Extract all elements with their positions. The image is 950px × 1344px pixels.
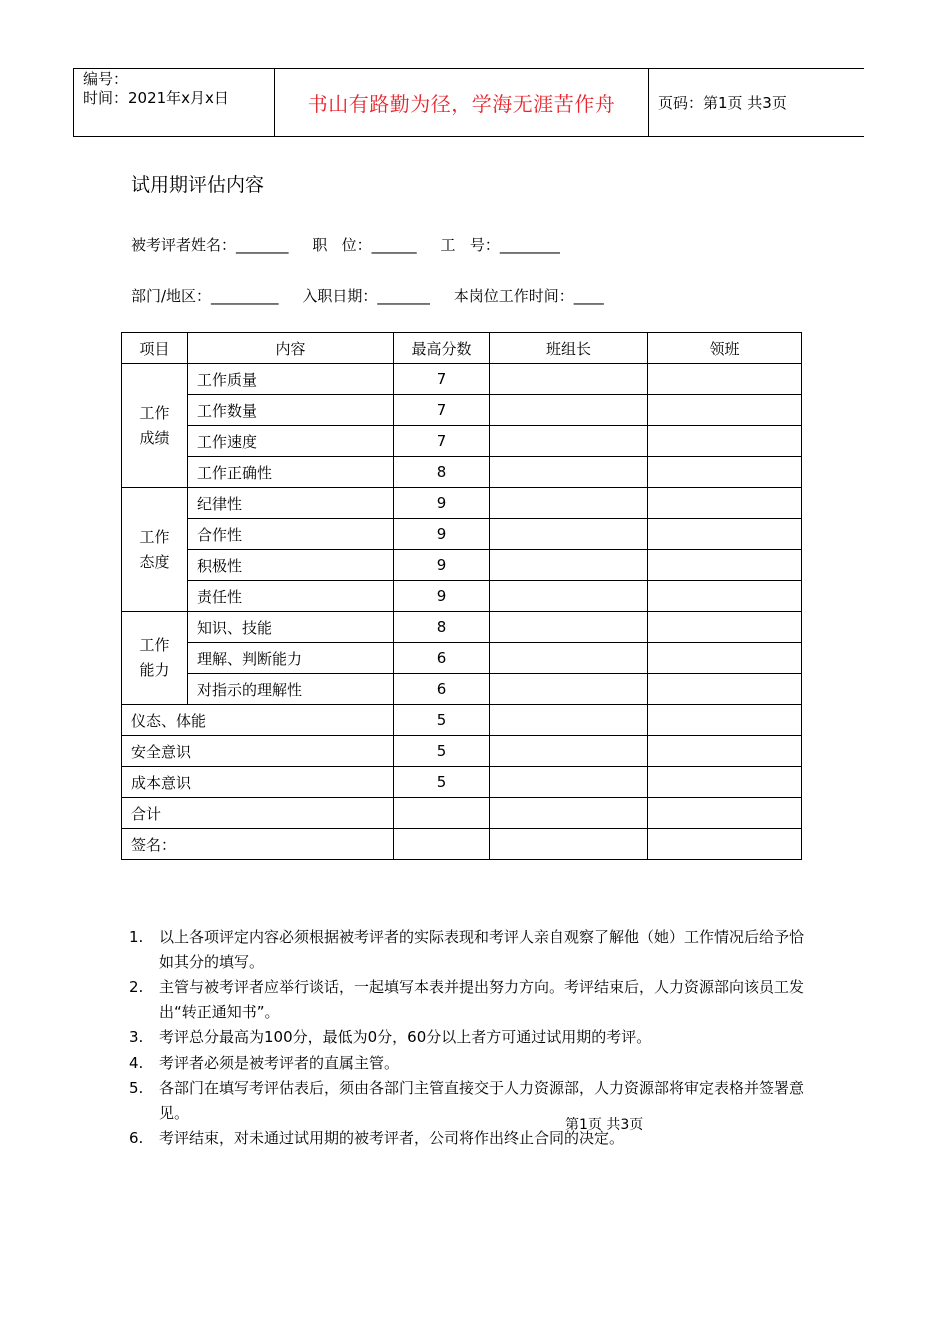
header-motto-cell xyxy=(275,69,649,136)
content-cell: 工作质量 xyxy=(188,364,394,395)
table-row xyxy=(122,767,802,798)
max-score-cell: 9 xyxy=(394,581,490,612)
table-row xyxy=(122,426,802,457)
list-item: 5. 各部门在填写考评估表后，须由各部门主管直接交于人力资源部，人力资源部将审定表格并签署意见。 xyxy=(129,1079,805,1122)
group-label-attitude: 工作 态度 xyxy=(122,488,188,612)
supervisor-total-cell[interactable] xyxy=(648,798,802,829)
content-cell: 工作速度 xyxy=(188,426,394,457)
header-team-leader: 班组长 xyxy=(490,333,648,364)
supervisor-score-cell[interactable] xyxy=(648,581,802,612)
supervisor-score-cell[interactable] xyxy=(648,488,802,519)
max-score-cell: 8 xyxy=(394,457,490,488)
team-leader-score-cell[interactable] xyxy=(490,581,648,612)
page-code: 页码：第1页 共3页 xyxy=(658,94,787,112)
position-field: 职 位：______ xyxy=(312,236,417,254)
table-row xyxy=(122,364,802,395)
supervisor-score-cell[interactable] xyxy=(648,364,802,395)
info-row-2 xyxy=(131,285,604,306)
supervisor-score-cell[interactable] xyxy=(648,767,802,798)
header-max-score: 最高分数 xyxy=(394,333,490,364)
name-field: 被考评者姓名：_______ xyxy=(131,236,289,254)
max-score-cell: 7 xyxy=(394,395,490,426)
supervisor-score-cell[interactable] xyxy=(648,457,802,488)
team-leader-score-cell[interactable] xyxy=(490,736,648,767)
table-header-row xyxy=(122,333,802,364)
content-cell: 工作正确性 xyxy=(188,457,394,488)
evaluation-table xyxy=(121,332,802,860)
table-row xyxy=(122,612,802,643)
group-label-performance: 工作 成绩 xyxy=(122,364,188,488)
supervisor-score-cell[interactable] xyxy=(648,519,802,550)
supervisor-score-cell[interactable] xyxy=(648,550,802,581)
supervisor-signature-cell[interactable] xyxy=(648,829,802,860)
list-item: 1. 以上各项评定内容必须根据被考评者的实际表现和考评人亲自观察了解他（她）工作情况后给予恰如其分的填写。 xyxy=(129,928,805,971)
table-row xyxy=(122,643,802,674)
tenure-field: 本岗位工作时间：____ xyxy=(453,287,604,305)
team-leader-score-cell[interactable] xyxy=(490,674,648,705)
signature-row xyxy=(122,829,802,860)
max-score-cell: 8 xyxy=(394,612,490,643)
table-row xyxy=(122,674,802,705)
team-leader-score-cell[interactable] xyxy=(490,519,648,550)
page-footer: 第1页 共3页 xyxy=(565,1117,644,1133)
table-row xyxy=(122,736,802,767)
team-leader-score-cell[interactable] xyxy=(490,550,648,581)
header-supervisor: 领班 xyxy=(648,333,802,364)
team-leader-score-cell[interactable] xyxy=(490,612,648,643)
max-score-cell: 7 xyxy=(394,364,490,395)
table-row xyxy=(122,395,802,426)
content-cell: 积极性 xyxy=(188,550,394,581)
header-item: 项目 xyxy=(122,333,188,364)
content-cell: 安全意识 xyxy=(122,736,394,767)
header-meta xyxy=(74,69,275,136)
team-leader-score-cell[interactable] xyxy=(490,705,648,736)
team-leader-score-cell[interactable] xyxy=(490,364,648,395)
table-row xyxy=(122,705,802,736)
supervisor-score-cell[interactable] xyxy=(648,612,802,643)
team-leader-score-cell[interactable] xyxy=(490,488,648,519)
content-cell: 工作数量 xyxy=(188,395,394,426)
team-leader-score-cell[interactable] xyxy=(490,426,648,457)
info-row-1 xyxy=(131,234,560,255)
max-score-cell: 6 xyxy=(394,674,490,705)
content-cell: 仪态、体能 xyxy=(122,705,394,736)
supervisor-score-cell[interactable] xyxy=(648,705,802,736)
max-score-cell: 9 xyxy=(394,550,490,581)
time-label: 时间：2021年x月x日 xyxy=(83,89,229,107)
signature-label: 签名： xyxy=(122,829,394,860)
team-leader-total-cell[interactable] xyxy=(490,798,648,829)
table-row xyxy=(122,457,802,488)
header-content: 内容 xyxy=(188,333,394,364)
hire-date-field: 入职日期：_______ xyxy=(302,287,430,305)
table-row xyxy=(122,581,802,612)
document-header xyxy=(73,68,864,137)
max-score-cell: 5 xyxy=(394,767,490,798)
team-leader-score-cell[interactable] xyxy=(490,457,648,488)
table-row xyxy=(122,488,802,519)
max-score-cell: 7 xyxy=(394,426,490,457)
content-cell: 合作性 xyxy=(188,519,394,550)
list-item: 6. 考评结束，对未通过试用期的被考评者，公司将作出终止合同的决定。 xyxy=(129,1129,625,1147)
total-max-cell xyxy=(394,798,490,829)
team-leader-score-cell[interactable] xyxy=(490,395,648,426)
group-label-ability: 工作 能力 xyxy=(122,612,188,705)
content-cell: 纪律性 xyxy=(188,488,394,519)
total-label: 合计 xyxy=(122,798,394,829)
team-leader-score-cell[interactable] xyxy=(490,643,648,674)
table-row xyxy=(122,519,802,550)
supervisor-score-cell[interactable] xyxy=(648,736,802,767)
total-row xyxy=(122,798,802,829)
max-score-cell: 5 xyxy=(394,736,490,767)
team-leader-score-cell[interactable] xyxy=(490,767,648,798)
serial-label: 编号： xyxy=(83,70,129,88)
form-title: 试用期评估内容 xyxy=(131,174,265,196)
supervisor-score-cell[interactable] xyxy=(648,395,802,426)
supervisor-score-cell[interactable] xyxy=(648,643,802,674)
content-cell: 成本意识 xyxy=(122,767,394,798)
list-item: 2. 主管与被考评者应举行谈话，一起填写本表并提出努力方向。考评结束后，人力资源部向该员工发出“转正通知书”。 xyxy=(129,978,805,1021)
max-score-cell: 9 xyxy=(394,519,490,550)
content-cell: 知识、技能 xyxy=(188,612,394,643)
list-item: 4. 考评者必须是被考评者的直属主管。 xyxy=(129,1053,400,1072)
signature-max-cell xyxy=(394,829,490,860)
max-score-cell: 6 xyxy=(394,643,490,674)
content-cell: 理解、判断能力 xyxy=(188,643,394,674)
header-page-cell xyxy=(649,69,864,136)
max-score-cell: 5 xyxy=(394,705,490,736)
content-cell: 责任性 xyxy=(188,581,394,612)
supervisor-score-cell[interactable] xyxy=(648,674,802,705)
content-cell: 对指示的理解性 xyxy=(188,674,394,705)
max-score-cell: 9 xyxy=(394,488,490,519)
supervisor-score-cell[interactable] xyxy=(648,426,802,457)
list-item: 3. 考评总分最高为100分，最低为0分，60分以上者方可通过试用期的考评。 xyxy=(129,1028,652,1046)
notes-list xyxy=(129,925,809,1152)
motto: 书山有路勤为径，学海无涯苦作舟 xyxy=(307,92,616,116)
team-leader-signature-cell[interactable] xyxy=(490,829,648,860)
employee-id-field: 工 号：________ xyxy=(440,236,560,254)
department-field: 部门/地区：_________ xyxy=(131,287,279,305)
table-row xyxy=(122,550,802,581)
